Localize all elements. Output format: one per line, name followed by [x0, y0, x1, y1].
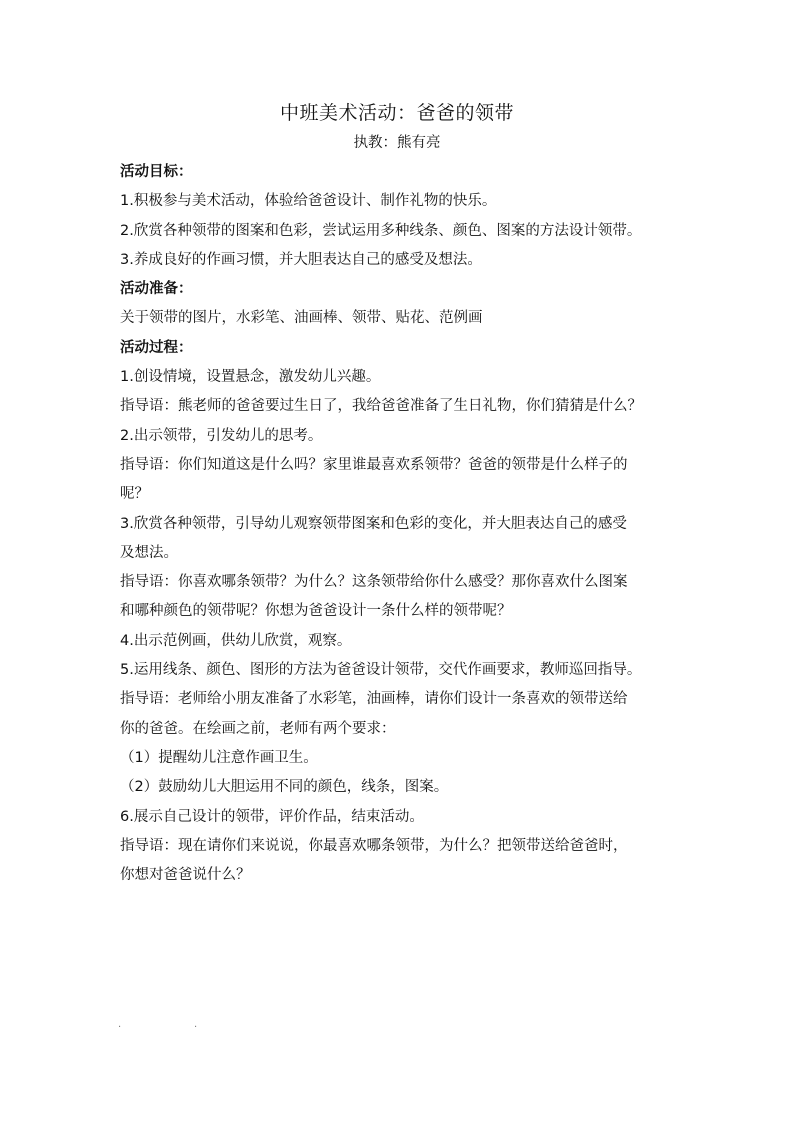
goal-item: 3.养成良好的作画习惯，并大胆表达自己的感受及想法。: [120, 251, 482, 268]
process-line: 指导语：你们知道这是什么吗？家里谁最喜欢系领带？爸爸的领带是什么样子的: [120, 456, 628, 473]
process-line: 指导语：老师给小朋友准备了水彩笔，油画棒，请你们设计一条喜欢的领带送给: [120, 691, 628, 708]
author-line: 执教：熊有亮: [353, 135, 441, 151]
process-line: 你想对爸爸说什么？: [120, 867, 251, 884]
page-title: 中班美术活动：爸爸的领带: [279, 102, 514, 124]
goal-item: 1.积极参与美术活动，体验给爸爸设计、制作礼物的快乐。: [120, 193, 497, 210]
prep-heading: 活动准备：: [120, 281, 193, 298]
process-line: （2）鼓励幼儿大胆运用不同的颜色，线条，图案。: [120, 779, 449, 796]
process-line: 指导语：熊老师的爸爸要过生日了，我给爸爸准备了生日礼物，你们猜猜是什么？: [120, 398, 642, 415]
process-line: 及想法。: [120, 544, 178, 561]
process-line: 6.展示自己设计的领带，评价作品，结束活动。: [120, 808, 424, 825]
process-line: 呢？: [120, 486, 149, 503]
document-body: [120, 158, 680, 890]
process-line: 2.出示领带，引发幼儿的思考。: [120, 427, 323, 444]
footer-mark-right: ·: [194, 1022, 198, 1033]
process-line: 3.欣赏各种领带，引导幼儿观察领带图案和色彩的变化，并大胆表达自己的感受: [120, 515, 627, 532]
process-heading: 活动过程：: [120, 339, 193, 356]
footer-mark-left: ·: [118, 1022, 122, 1033]
prep-text: 关于领带的图片，水彩笔、油画棒、领带、贴花、范例画: [120, 310, 483, 327]
process-line: （1）提醒幼儿注意作画卫生。: [120, 749, 318, 766]
goal-item: 2.欣赏各种领带的图案和色彩，尝试运用多种线条、颜色、图案的方法设计领带。: [120, 222, 642, 239]
process-line: 和哪种颜色的领带呢？你想为爸爸设计一条什么样的领带呢？: [120, 603, 512, 620]
process-line: 你的爸爸。在绘画之前，老师有两个要求：: [120, 720, 396, 737]
process-line: 4.出示范例画，供幼儿欣赏，观察。: [120, 632, 352, 649]
process-line: 指导语：你喜欢哪条领带？为什么？这条领带给你什么感受？那你喜欢什么图案: [120, 574, 628, 591]
process-line: 指导语：现在请你们来说说，你最喜欢哪条领带，为什么？把领带送给爸爸时，: [120, 837, 628, 854]
process-line: 5.运用线条、颜色、图形的方法为爸爸设计领带，交代作画要求，教师巡回指导。: [120, 662, 642, 679]
process-line: 1.创设情境，设置悬念，激发幼儿兴趣。: [120, 369, 381, 386]
goals-heading: 活动目标：: [120, 164, 193, 180]
